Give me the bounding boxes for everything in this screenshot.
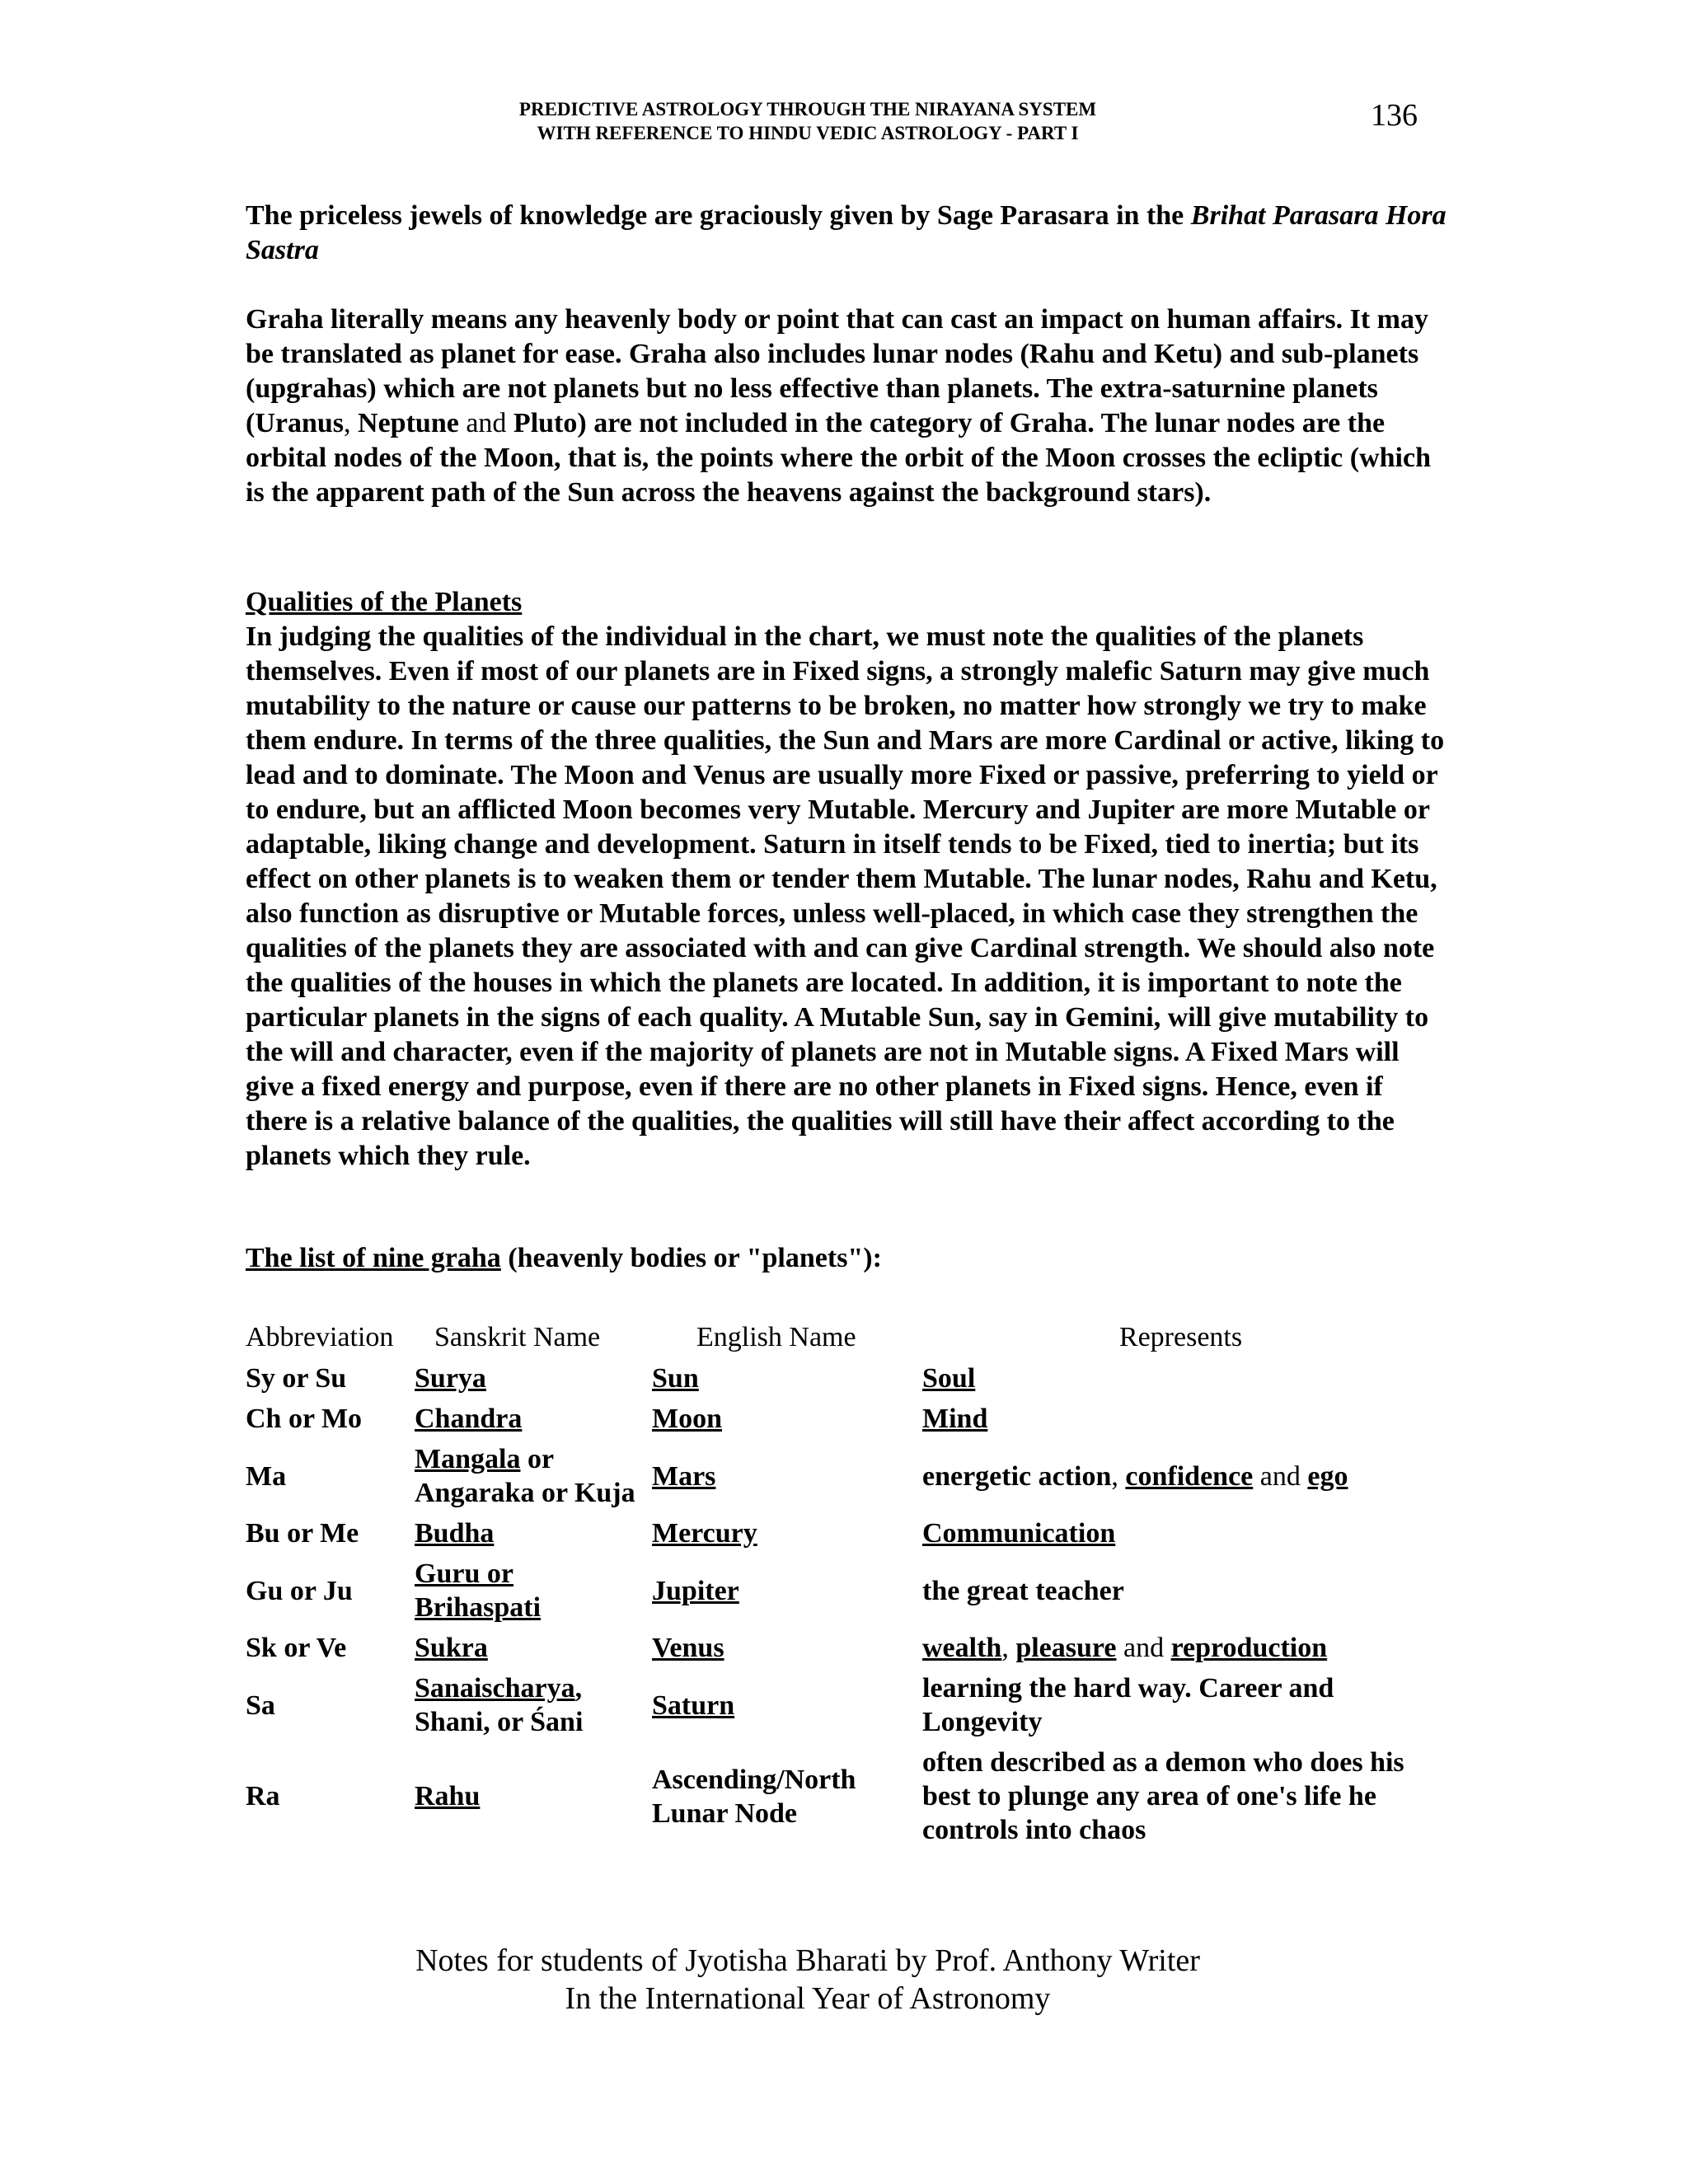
english-text: Ascending/North Lunar Node (652, 1764, 856, 1829)
represents-and: and (1116, 1633, 1171, 1663)
table-row (241, 1399, 1444, 1439)
represents-link[interactable]: Communication (922, 1518, 1116, 1549)
represents-link[interactable]: wealth (922, 1633, 1002, 1663)
qualities-heading-text: Qualities of the Planets (246, 587, 523, 617)
sanskrit-link[interactable]: Surya (415, 1363, 486, 1394)
sanskrit-link[interactable]: Guru or Brihaspati (415, 1558, 542, 1623)
represents-text: the great teacher (922, 1575, 1124, 1606)
english-link[interactable]: Mars (652, 1460, 716, 1492)
col-header-sanskrit: Sanskrit Name (434, 1321, 601, 1352)
intro-paragraph (246, 199, 1449, 268)
pluto-word: Pluto (513, 408, 578, 438)
table-row (241, 1628, 1444, 1668)
english-link[interactable]: Sun (652, 1363, 699, 1394)
english-link[interactable]: Mercury (652, 1518, 757, 1549)
sanskrit-link[interactable]: Rahu (415, 1781, 481, 1811)
intro-text: The priceless jewels of knowledge are graciously given by Sage Parasara in the (246, 200, 1191, 231)
col-header-abbreviation: Abbreviation (246, 1321, 394, 1352)
graha-sep: , (344, 408, 359, 438)
footer-line-1: Notes for students of Jyotisha Bharati by Prof. Anthony Writer (415, 1943, 1200, 1978)
abbr-cell: Ma (246, 1460, 287, 1492)
page-number: 136 (1371, 98, 1418, 133)
represents-link[interactable]: reproduction (1170, 1633, 1328, 1663)
represents-link[interactable]: Mind (922, 1404, 988, 1434)
qualities-heading (246, 585, 1449, 620)
graha-list-link[interactable]: The list of nine graha (246, 1243, 501, 1273)
table-row (241, 1513, 1444, 1554)
represents-text: learning the hard way. Career and Longevity (922, 1673, 1334, 1737)
abbr-cell: Gu or Ju (246, 1575, 353, 1606)
graha-and: and (458, 408, 513, 438)
sanskrit-cell (410, 1668, 647, 1742)
table-row (241, 1742, 1444, 1850)
english-link[interactable]: Saturn (652, 1690, 735, 1721)
sanskrit-rest: , Shani, or Śani (415, 1673, 584, 1737)
table-row (241, 1554, 1444, 1628)
sanskrit-link[interactable]: Chandra (415, 1404, 523, 1434)
sanskrit-link[interactable]: Sukra (415, 1633, 488, 1663)
sanskrit-rest: or Angaraka or Kuja (415, 1444, 635, 1508)
abbr-cell: Ra (246, 1781, 280, 1811)
footer-line-2: In the International Year of Astronomy (565, 1981, 1051, 2016)
header-line-1: PREDICTIVE ASTROLOGY THROUGH THE NIRAYANA SYSTEM (518, 99, 1097, 120)
represents-link[interactable]: Soul (922, 1363, 976, 1394)
neptune-word: Neptune (358, 408, 459, 438)
table-row (241, 1439, 1444, 1513)
col-header-english: English Name (696, 1321, 856, 1352)
qualities-paragraph: In judging the qualities of the individual in the chart, we must note the qualities of the planets themselves. Even if most of our planets are in Fixed signs, a strongly malefic Saturn may give much mutability to the nature or cause our patterns to be broken, no matter how strongly we try to make them endure. In terms of the three qualities, the Sun and Mars are more Cardinal or active, liking to lead and to dominate. The Moon and Venus are usually more Fixed or passive, preferring to yield or to endure, but an afflicted Moon becomes very Mutable. Mercury and Jupiter are more Mutable or adaptable, liking change and development. Saturn in itself tends to be Fixed, tied to inertia; but its effect on other planets is to weaken them or tender them Mutable. The lunar nodes, Rahu and Ketu, also function as disruptive or Mutable forces, unless well-placed, in which case they strengthen the qualities of the planets they are associated with and can give Cardinal strength. We should also note the qualities of the houses in which the planets are located. In addition, it is important to note the particular planets in the signs of each quality. A Mutable Sun, say in Gemini, will give mutability to the will and character, even if the majority of planets are not in Mutable signs. A Fixed Mars will give a fixed energy and purpose, even if there are no other planets in Fixed signs. Hence, even if there is a relative balance of the qualities, the qualities will still have their affect according to the planets which they rule. (246, 621, 1445, 1171)
table-header-row (241, 1315, 1444, 1358)
abbr-cell: Sk or Ve (246, 1633, 347, 1663)
graha-list-rest: (heavenly bodies or "planets"): (500, 1243, 882, 1273)
english-link[interactable]: Jupiter (652, 1575, 739, 1606)
graha-paragraph (246, 302, 1449, 510)
abbr-cell: Bu or Me (246, 1518, 359, 1549)
graha-text-1: Graha literally means any heavenly body or point that can cast an impact on human affairs. It may be translated as planet for ease. Graha also includes lunar nodes (Rahu and Ketu) and sub-planets (upgrahas) which are not planets but no less effective than planets. The extra-saturnine planets ( (246, 304, 1428, 438)
represents-cell (917, 1628, 1444, 1668)
abbr-cell: Sy or Su (246, 1363, 347, 1394)
abbr-cell: Ch or Mo (246, 1404, 363, 1434)
header-line-2: WITH REFERENCE TO HINDU VEDIC ASTROLOGY - PART I (537, 123, 1079, 143)
col-header-represents: Represents (1118, 1321, 1243, 1352)
running-header (396, 97, 1220, 145)
represents-link[interactable]: confidence (1125, 1460, 1254, 1492)
abbr-cell: Sa (246, 1690, 275, 1721)
sanskrit-cell (410, 1439, 647, 1513)
english-link[interactable]: Moon (652, 1404, 722, 1434)
represents-sep: , (1001, 1633, 1016, 1663)
sanskrit-link[interactable]: Sanaischarya (415, 1673, 575, 1704)
represents-link[interactable]: ego (1307, 1460, 1348, 1492)
table-row (241, 1358, 1444, 1399)
book-title: Brihat Parasara Hora Sastra (246, 200, 1447, 265)
sanskrit-link[interactable]: Budha (415, 1518, 495, 1549)
represents-text: energetic action (922, 1460, 1112, 1492)
represents-link[interactable]: pleasure (1015, 1633, 1117, 1663)
table-row (241, 1668, 1444, 1742)
represents-text: often described as a demon who does his best to plunge any area of one's life he controls into chaos (922, 1747, 1404, 1845)
graha-text-2: ) are not included in the category of Graha. The lunar nodes are the orbital nodes of the Moon, that is, the points where the orbit of the Moon crosses the ecliptic (which is the apparent path of the Sun across the heavens against the background stars). (246, 408, 1431, 508)
page-footer (313, 1942, 1302, 2018)
graha-list-intro (246, 1241, 1449, 1276)
sanskrit-link[interactable]: Mangala (415, 1444, 521, 1474)
represents-and: and (1253, 1460, 1308, 1492)
uranus-word: Uranus (255, 408, 345, 438)
represents-cell (917, 1439, 1444, 1513)
english-link[interactable]: Venus (652, 1633, 724, 1663)
graha-table (241, 1315, 1444, 1850)
represents-sep: , (1111, 1460, 1126, 1492)
